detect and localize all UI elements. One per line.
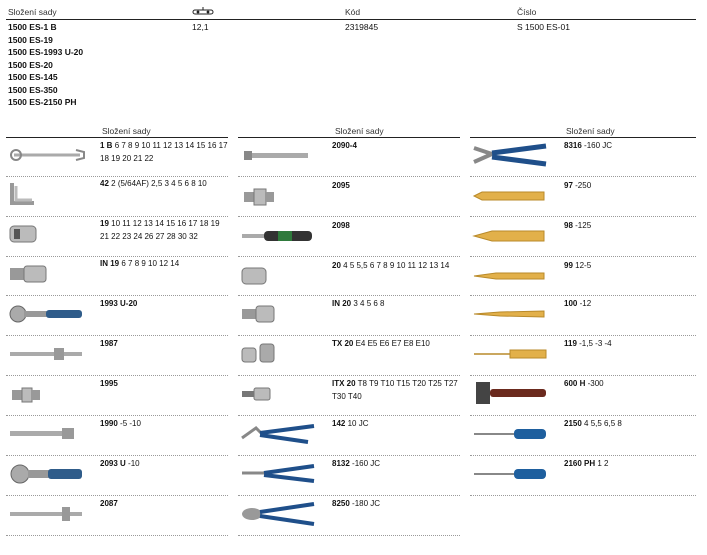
list-item	[238, 458, 460, 498]
set-item: 1500 ES-1993 U-20	[8, 47, 84, 57]
item-desc: E4 E5 E6 E7 E8 E10	[355, 339, 430, 348]
item-code: 1990	[100, 419, 118, 428]
torx-socket-icon	[238, 338, 318, 368]
list-item	[6, 218, 228, 258]
drift-punch-icon	[470, 338, 550, 368]
column-1-rule	[6, 137, 228, 138]
item-desc: -250	[575, 181, 592, 190]
list-item	[238, 260, 460, 300]
item-code: ITX 20	[332, 379, 356, 388]
top-rule	[6, 19, 696, 20]
item-desc: -300	[587, 379, 604, 388]
item-desc: -180 JC	[352, 499, 381, 508]
long-nose-pliers-icon	[238, 458, 318, 488]
item-desc: 2 (5/64AF) 2,5 3 4 5 6 8 10	[111, 179, 207, 188]
item-code: 19	[100, 219, 109, 228]
item-code: 8132	[332, 459, 350, 468]
list-item	[6, 258, 228, 298]
set-item: 1500 ES-20	[8, 59, 53, 70]
item-code: 2160 PH	[564, 459, 596, 468]
item-code: 2093 U	[100, 459, 126, 468]
column-1-header: Složení sady	[102, 126, 151, 136]
item-code: IN 20	[332, 299, 352, 308]
item-code: 1 B	[100, 141, 113, 150]
item-desc: 10 11 12 13 14 15 16 17 18 19 21 22 23 24 26 27 28 30 32	[100, 219, 220, 241]
column-3-rule	[470, 137, 696, 138]
code-value: 2319845	[345, 22, 379, 32]
item-desc: 6 7 8 9 10 11 12 13 14 15 16 17 18 19 20 21 22	[100, 141, 228, 163]
list-item	[6, 140, 228, 180]
number-header: Číslo	[517, 7, 537, 17]
item-desc: 12-5	[575, 261, 592, 270]
cape-chisel-icon	[470, 220, 550, 250]
item-desc: T8 T9 T10 T15 T20 T25 T27 T30 T40	[332, 379, 458, 401]
set-item: 1500 ES-19	[8, 34, 53, 45]
pin-punch-icon	[470, 298, 550, 328]
socket-long-icon	[6, 258, 86, 288]
socket-icon	[6, 218, 86, 248]
set-item: 1500 ES-1 B	[8, 22, 57, 32]
item-desc: -1,5 -3 -4	[579, 339, 612, 348]
list-item	[6, 418, 228, 458]
item-code: 100	[564, 299, 578, 308]
list-item	[470, 378, 696, 418]
item-code: 2095	[332, 181, 350, 190]
socket-icon	[238, 260, 318, 290]
list-item	[6, 178, 228, 218]
item-desc: 10 JC	[347, 419, 369, 428]
center-punch-icon	[470, 260, 550, 290]
list-item	[470, 260, 696, 300]
item-code: TX 20	[332, 339, 354, 348]
phillips-screwdriver-icon	[470, 458, 550, 488]
item-code: 1995	[100, 379, 118, 388]
weight-scale-icon	[192, 7, 214, 17]
column-2-header: Složení sady	[335, 126, 384, 136]
item-code: 2090-4	[332, 141, 357, 150]
item-desc: 1 2	[597, 459, 609, 468]
flat-chisel-icon	[470, 180, 550, 210]
item-desc: 4 5,5 6,5 8	[584, 419, 622, 428]
code-header: Kód	[345, 7, 361, 17]
universal-joint-icon	[6, 378, 86, 408]
item-desc: -5 -10	[120, 419, 141, 428]
list-item	[470, 140, 696, 180]
list-item	[470, 418, 696, 458]
column-2-rule	[238, 137, 460, 138]
ratchet-icon	[6, 458, 86, 488]
item-code: 600 H	[564, 379, 586, 388]
list-item	[470, 180, 696, 220]
item-code: IN 19	[100, 259, 120, 268]
ratchet-icon	[6, 298, 86, 328]
item-code: 99	[564, 261, 573, 270]
item-desc: -160 JC	[584, 141, 613, 150]
list-item	[238, 498, 460, 538]
set-item: 1500 ES-350	[8, 84, 58, 95]
list-item	[470, 338, 696, 378]
universal-joint-icon	[238, 180, 318, 210]
list-item	[238, 338, 460, 378]
list-item	[238, 298, 460, 338]
item-code: 142	[332, 419, 346, 428]
set-item: 1500 ES-145	[8, 72, 58, 82]
item-code: 1987	[100, 339, 118, 348]
weight-value: 12,1	[192, 22, 209, 32]
number-value: S 1500 ES-01	[517, 22, 570, 32]
list-item	[6, 378, 228, 418]
t-handle-icon	[6, 338, 86, 368]
list-item	[6, 498, 228, 538]
list-item	[238, 220, 460, 260]
item-code: 2150	[564, 419, 582, 428]
item-code: 2098	[332, 221, 350, 230]
extension-bar-icon	[6, 418, 86, 448]
list-item	[238, 418, 460, 458]
combination-pliers-icon	[470, 140, 550, 170]
item-desc: -10	[128, 459, 140, 468]
item-desc: -12	[579, 299, 592, 308]
item-desc: -160 JC	[352, 459, 381, 468]
hammer-icon	[470, 378, 550, 408]
column-3-header: Složení sady	[566, 126, 615, 136]
list-item	[6, 338, 228, 378]
item-code: 1993 U-20	[100, 299, 138, 308]
item-desc: 4 5 5,5 6 7 8 9 10 11 12 13 14	[343, 261, 450, 270]
item-code: 97	[564, 181, 573, 190]
item-desc: -125	[575, 221, 592, 230]
list-item	[470, 220, 696, 260]
combination-wrench-icon	[6, 140, 86, 170]
item-code: 98	[564, 221, 573, 230]
list-item	[238, 140, 460, 180]
list-item	[470, 298, 696, 338]
flat-screwdriver-icon	[470, 418, 550, 448]
item-code: 20	[332, 261, 341, 270]
item-desc: 6 7 8 9 10 12 14	[121, 259, 180, 268]
item-code: 8250	[332, 499, 350, 508]
sliding-t-bar-icon	[6, 498, 86, 528]
water-pump-pliers-icon	[238, 418, 318, 448]
item-code: 42	[100, 179, 109, 188]
diagonal-cutter-icon	[238, 498, 318, 528]
hex-key-icon	[6, 178, 86, 208]
list-item	[6, 458, 228, 498]
list-item	[6, 298, 228, 338]
sets-header: Složení sady	[8, 7, 57, 17]
socket-long-icon	[238, 298, 318, 328]
list-item	[238, 180, 460, 220]
set-item: 1500 ES-2150 PH	[8, 97, 77, 107]
list-item	[238, 378, 460, 418]
item-desc: 3 4 5 6 8	[353, 299, 385, 308]
extension-bar-icon	[238, 140, 318, 170]
bit-socket-icon	[238, 378, 318, 408]
item-code: 119	[564, 339, 577, 348]
set-list	[8, 21, 83, 109]
list-item	[470, 458, 696, 498]
item-code: 2087	[100, 499, 118, 508]
item-code: 8316	[564, 141, 582, 150]
screwdriver-handle-icon	[238, 220, 318, 250]
